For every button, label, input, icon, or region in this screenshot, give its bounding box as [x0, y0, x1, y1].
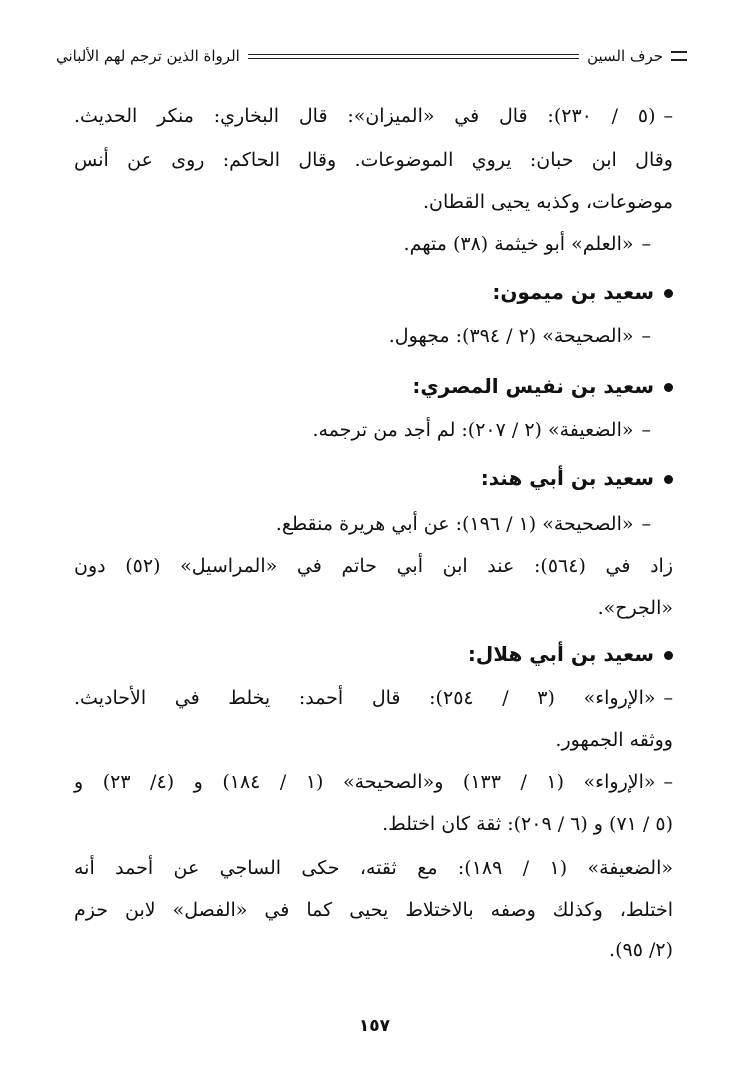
dash-marker: – — [641, 325, 651, 347]
running-header — [56, 42, 687, 70]
text-line: «الجرح». — [597, 597, 673, 619]
dash-marker: – — [641, 233, 651, 255]
text-line: –«الصحيحة» (٢ / ٣٩٤): مجهول. — [388, 325, 651, 347]
dash-marker: – — [641, 419, 651, 441]
text-line: زاد في (٥٦٤): عند ابن أبي حاتم في «المراسيل» (٥٢) دون — [74, 555, 673, 577]
text-line: –«الضعيفة» (٢ / ٢٠٧): لم أجد من ترجمه. — [312, 419, 651, 441]
dash-marker: – — [663, 687, 673, 709]
page-number: ١٥٧ — [358, 1016, 391, 1036]
dash-marker: – — [641, 513, 651, 535]
narrator-heading: سعيد بن ميمون: — [492, 274, 673, 310]
bullet-icon — [664, 475, 673, 484]
text-line: اختلط، وكذلك وصفه بالاختلاط يحيى كما في «الفصل» لابن حزم — [74, 899, 673, 921]
dash-marker: – — [663, 105, 673, 127]
header-rule — [248, 54, 579, 59]
narrator-heading: سعيد بن أبي هند: — [481, 460, 673, 496]
narrator-heading: سعيد بن نفيس المصري: — [412, 368, 673, 404]
narrator-heading: سعيد بن أبي هلال: — [468, 636, 673, 672]
text-line: ووثقه الجمهور. — [555, 729, 673, 751]
text-line: (٢/ ٩٥). — [609, 939, 673, 961]
bullet-icon — [664, 383, 673, 392]
text-line: (٥ / ٧١) و (٦ / ٢٠٩): ثقة كان اختلط. — [382, 813, 673, 835]
text-line: موضوعات، وكذبه يحيى القطان. — [422, 191, 673, 213]
book-title: الرواة الذين ترجم لهم الألباني — [56, 47, 240, 65]
text-line: –«الصحيحة» (١ / ١٩٦): عن أبي هريرة منقطع. — [275, 513, 651, 535]
header-ornament-icon — [671, 51, 687, 61]
text-line: –«الإرواء» (٣ / ٢٥٤): قال أحمد: يخلط في الأحاديث. — [74, 687, 673, 709]
text-line: –«الإرواء» (١ / ١٣٣) و«الصحيحة» (١ / ١٨٤) و (٤/ ٢٣) و — [74, 771, 673, 793]
bullet-icon — [664, 289, 673, 298]
dash-marker: – — [663, 771, 673, 793]
text-line: –«العلم» أبو خيثمة (٣٨) متهم. — [403, 233, 651, 255]
bullet-icon — [664, 651, 673, 660]
section-title: حرف السين — [587, 47, 663, 65]
text-line: –(٥ / ٢٣٠): قال في «الميزان»: قال البخاري: منكر الحديث. — [74, 105, 673, 127]
text-line: «الضعيفة» (١ / ١٨٩): مع ثقته، حكى الساجي عن أحمد أنه — [74, 857, 673, 879]
text-line: وقال ابن حبان: يروي الموضوعات. وقال الحاكم: روى عن أنس — [74, 149, 673, 171]
